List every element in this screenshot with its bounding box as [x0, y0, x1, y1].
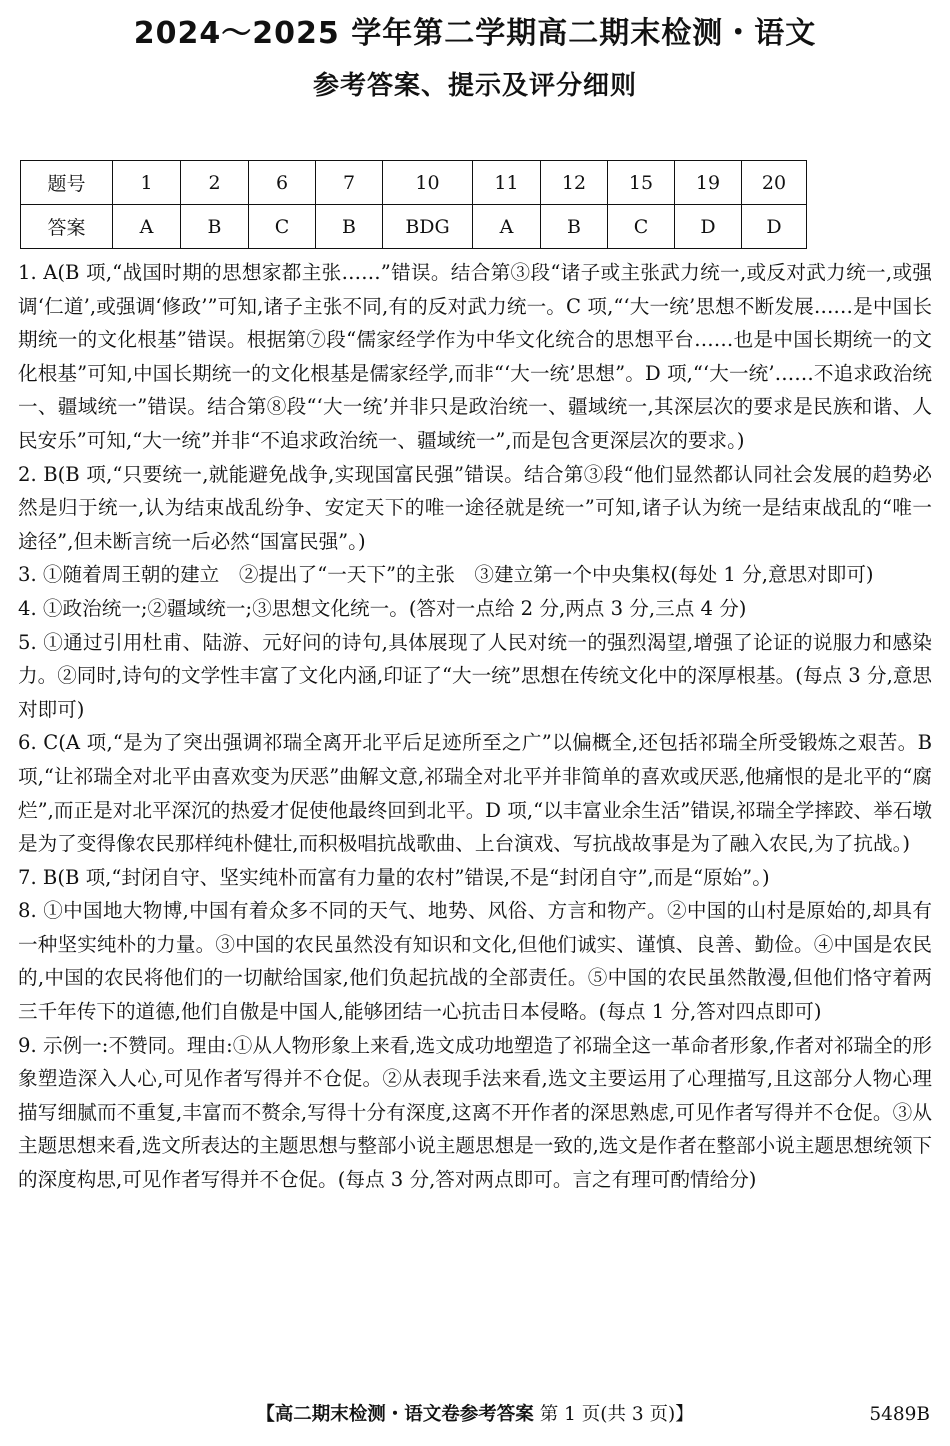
footer-code: 5489B: [869, 1404, 930, 1425]
answer-table: [20, 160, 807, 249]
footer-page-number: 第 1 页(共 3 页)】: [539, 1404, 694, 1425]
question-number: 6: [249, 161, 316, 205]
answer-item-1: 1. A(B 项,“战国时期的思想家都主张……”错误。结合第③段“诸子或主张武力统一,或反对武力统一,或强调‘仁道’,或强调‘修政’”可知,诸子主张不同,有的反对武力统一。C 项,“‘大一统’思想不断发展……是中国长期统一的文化根基”错误。根据第⑦段“儒家经学作为中华文化统合的思想平台……也是中国长期统一的文化根基”可知,中国长期统一的文化根基是儒家经学,而非“‘大一统’思想”。D 项,“‘大一统’……不追求政治统一、疆域统一”错误。结合第⑧段“‘大一统’并非只是政治统一、疆域统一,其深层次的要求是民族和谐、人民安乐”可知,“大一统”并非“不追求政治统一、疆域统一”,而是包含更深层次的要求。): [18, 261, 932, 452]
answer-item-5: 5. ①通过引用杜甫、陆游、元好问的诗句,具体展现了人民对统一的强烈渴望,增强了论证的说服力和感染力。②同时,诗句的文学性丰富了文化内涵,印证了“大一统”思想在传统文化中的深厚根基。(每点 3 分,意思对即可): [18, 630, 932, 721]
answer-cell: A: [113, 205, 181, 249]
question-number: 20: [742, 161, 807, 205]
question-number: 1: [113, 161, 181, 205]
answer-item-4: 4. ①政治统一;②疆域统一;③思想文化统一。(答对一点给 2 分,两点 3 分,三点 4 分): [18, 596, 747, 620]
page-title: 2024～2025 学年第二学期高二期末检测・语文: [133, 16, 817, 51]
table-row-answers: [21, 205, 807, 249]
answer-cell: C: [249, 205, 316, 249]
answer-cell: BDG: [383, 205, 473, 249]
answer-cell: D: [742, 205, 807, 249]
question-number: 10: [383, 161, 473, 205]
answer-cell: B: [541, 205, 608, 249]
answer-item-8: 8. ①中国地大物博,中国有着众多不同的天气、地势、风俗、方言和物产。②中国的山村是原始的,却具有一种坚实纯朴的力量。③中国的农民虽然没有知识和文化,但他们诚实、谨慎、良善、勤俭。④中国是农民的,中国的农民将他们的一切献给国家,他们负起抗战的全部责任。⑤中国的农民虽然散漫,但他们恪守着两三千年传下的道德,他们自傲是中国人,能够团结一心抗击日本侵略。(每点 1 分,答对四点即可): [18, 899, 932, 1024]
question-number: 2: [181, 161, 249, 205]
answer-cell: A: [473, 205, 541, 249]
question-number: 12: [541, 161, 608, 205]
page-footer: [0, 1400, 950, 1430]
answer-explanations: [18, 256, 932, 1197]
footer-exam-name: 【高二期末检测・语文卷参考答案: [256, 1404, 534, 1425]
table-row-numbers: [21, 161, 807, 205]
question-number: 19: [675, 161, 742, 205]
question-number: 11: [473, 161, 541, 205]
answer-item-6: 6. C(A 项,“是为了突出强调祁瑞全离开北平后足迹所至之广”以偏概全,还包括祁瑞全所受锻炼之艰苦。B 项,“让祁瑞全对北平由喜欢变为厌恶”曲解文意,祁瑞全对北平并非简单的喜欢或厌恶,他痛恨的是北平的“腐烂”,而正是对北平深沉的热爱才促使他最终回到北平。D 项,“以丰富业余生活”错误,祁瑞全学摔跤、举石墩是为了变得像农民那样纯朴健壮,而积极唱抗战歌曲、上台演戏、写抗战故事是为了融入农民,为了抗战。): [18, 731, 932, 856]
page-subtitle: 参考答案、提示及评分细则: [312, 71, 637, 101]
question-number: 15: [608, 161, 675, 205]
question-number: 7: [316, 161, 383, 205]
answer-cell: D: [675, 205, 742, 249]
answer-cell: B: [316, 205, 383, 249]
answer-cell: C: [608, 205, 675, 249]
row-label: 答案: [21, 205, 113, 249]
answer-item-9: 9. 示例一:不赞同。理由:①从人物形象上来看,选文成功地塑造了祁瑞全这一革命者形象,作者对祁瑞全的形象塑造深入人心,可见作者写得并不仓促。②从表现手法来看,选文主要运用了心理描写,且这部分人物心理描写细腻而不重复,丰富而不赘余,写得十分有深度,这离不开作者的深思熟虑,可见作者写得并不仓促。③从主题思想来看,选文所表达的主题思想与整部小说主题思想是一致的,选文是作者在整部小说主题思想统领下的深度构思,可见作者写得并不仓促。(每点 3 分,答对两点即可。言之有理可酌情给分): [18, 1033, 932, 1192]
answer-item-7: 7. B(B 项,“封闭自守、坚实纯朴而富有力量的农村”错误,不是“封闭自守”,而是“原始”。): [18, 865, 770, 889]
answer-item-2: 2. B(B 项,“只要统一,就能避免战争,实现国富民强”错误。结合第③段“他们显然都认同社会发展的趋势必然是归于统一,认为结束战乱纷争、安定天下的唯一途径就是统一”可知,诸子认为统一是结束战乱的“唯一途径”,但未断言统一后必然“国富民强”。): [18, 462, 932, 553]
answer-cell: B: [181, 205, 249, 249]
answer-item-3: 3. ①随着周王朝的建立 ②提出了“一天下”的主张 ③建立第一个中央集权(每处 1 分,意思对即可): [18, 563, 874, 587]
row-label: 题号: [21, 161, 113, 205]
